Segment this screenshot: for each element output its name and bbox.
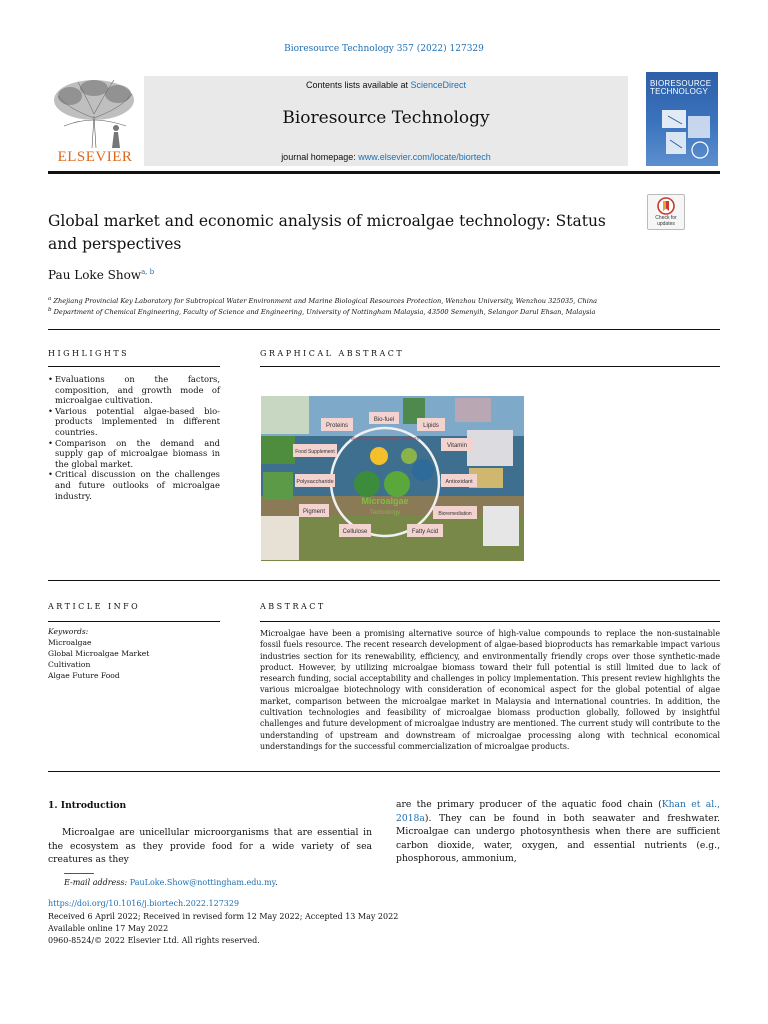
- elsevier-wordmark: ELSEVIER: [57, 149, 133, 165]
- email-suffix: .: [275, 878, 278, 887]
- graphical-abstract-rule: [260, 366, 720, 367]
- contents-line: [144, 80, 628, 90]
- journal-masthead: [144, 76, 628, 166]
- citation-link[interactable]: Khan et al., 2018a: [396, 799, 720, 824]
- ga-label-cellulose: Cellulose: [342, 529, 368, 535]
- cover-title: [650, 80, 714, 96]
- keywords-label: Keywords:: [48, 627, 89, 636]
- intro-right-text-end: ). They can be found in both seawater and freshwater. Microalgae can undergo photosynthesis when there are sufficient carbon dioxide, water, oxygen, and essential nutrients (e.g., phosphorous, ammonium,: [396, 812, 720, 864]
- article-info-heading: ARTICLE INFO: [48, 602, 141, 611]
- abstract-heading: ABSTRACT: [260, 602, 326, 611]
- homepage-prefix: journal homepage:: [281, 152, 359, 162]
- title-line-2: and perspectives: [48, 235, 182, 253]
- cover-title-line2: TECHNOLOGY: [650, 87, 709, 96]
- highlights-heading: HIGHLIGHTS: [48, 349, 130, 358]
- abstract-rule: [260, 621, 720, 622]
- check-for-updates-label: [648, 215, 684, 227]
- check-for-updates-line2: updates: [657, 221, 675, 227]
- bookmark-icon: [657, 197, 675, 215]
- title-line-1: Global market and economic analysis of microalgae technology: Status: [48, 212, 606, 230]
- ga-label-polysaccharide: Polysaccharide: [296, 479, 334, 485]
- ga-label-food-supplement: Food Supplement: [295, 449, 335, 455]
- article-title: [48, 210, 628, 256]
- check-for-updates-badge[interactable]: [647, 194, 685, 230]
- footnote-rule: [64, 873, 94, 874]
- graphical-abstract-figure: [261, 396, 524, 561]
- ga-label-fatty-acid: Fatty Acid: [411, 529, 439, 535]
- journal-cover[interactable]: [646, 72, 718, 166]
- highlight-item: • Evaluations on the factors, composition, and growth mode of microalgae cultivation.: [48, 374, 220, 406]
- article-info-rule: [48, 621, 220, 622]
- author-affil-markers[interactable]: a, b: [141, 268, 155, 276]
- affiliation-b-marker: b: [48, 307, 52, 313]
- email-line: [64, 878, 278, 889]
- ga-label-antioxidant: Antioxidant: [445, 479, 473, 485]
- ga-label-proteins: Proteins: [325, 423, 349, 429]
- keyword-item[interactable]: Algae Future Food: [48, 671, 120, 680]
- copyright: 0960-8524/© 2022 Elsevier Ltd. All rights reserved.: [48, 936, 260, 945]
- divider-middle: [48, 580, 720, 581]
- intro-left-paragraph: Microalgae are unicellular microorganisms that are essential in the ecosystem as they provide food for a wide variety of sea creatures as they: [48, 827, 372, 865]
- author-line: [48, 268, 154, 282]
- sciencedirect-link[interactable]: ScienceDirect: [410, 80, 467, 90]
- journal-title[interactable]: Bioresource Technology: [282, 108, 490, 128]
- keyword-item[interactable]: Microalgae: [48, 638, 92, 647]
- running-header[interactable]: Bioresource Technology 357 (2022) 127329: [284, 44, 484, 54]
- received-dates: Received 6 April 2022; Received in revised form 12 May 2022; Accepted 13 May 2022: [48, 912, 399, 921]
- abstract-text: Microalgae have been a promising alternative source of high-value compounds to replace the non-sustainable fossil fuels resource. The recent research development of algae-based bioproducts has remarkable impact various industries section for its renewability, efficiency, and environmentally friendly crops over those synthetic-made product. However, by utilizing microalgae biomass toward their full potential is still limited due to lack of research funding, social acceptability and challenges in policy implementation. This present review highlights the various microalgae biotechnology with consideration of economical aspect for the global potential of algae market, comparison between the microalgae market in Malaysia and international countries. In addition, the cultivation technologies and feasibility of microalgae biomass production globally, followed by insightful challenges and future development of microalgae industry are mentioned. The current study will contribute to the understanding of upstream and downstream of microalgae processing along with technical economical understandings for the successful commercialization of microalgae products.: [260, 629, 720, 751]
- masthead-rule: [48, 171, 720, 174]
- graphical-abstract-heading: GRAPHICAL ABSTRACT: [260, 349, 405, 358]
- author-name[interactable]: Pau Loke Show: [48, 268, 142, 282]
- affiliation-b: [48, 307, 720, 316]
- ga-arc-label: Biomass & Value-Added Products: [351, 436, 419, 441]
- email-label: E-mail address:: [64, 878, 130, 887]
- divider-top: [48, 329, 720, 330]
- highlight-item: • Critical discussion on the challenges and future outlooks of microalgae industry.: [48, 469, 220, 501]
- available-online: Available online 17 May 2022: [48, 924, 169, 933]
- doi-link[interactable]: https://doi.org/10.1016/j.biortech.2022.127329: [48, 899, 240, 908]
- keyword-item[interactable]: Cultivation: [48, 660, 91, 669]
- graphical-abstract-image[interactable]: [261, 396, 524, 561]
- highlights-list: [48, 374, 220, 501]
- homepage-line: [144, 152, 628, 162]
- contents-prefix: Contents lists available at: [305, 80, 411, 90]
- affiliation-b-text: Department of Chemical Engineering, Faculty of Science and Engineering, University of Nottingham Malaysia, 43500 Semenyih, Selangor Darul Ehsan, Malaysia: [51, 308, 596, 317]
- tree-icon: [48, 76, 142, 150]
- cover-graphic-icon: [660, 106, 714, 162]
- intro-right-text-start: are the primary producer of the aquatic food chain (: [396, 799, 662, 810]
- keyword-item[interactable]: Global Microalgae Market: [48, 649, 150, 658]
- ga-center-label: Microalgae: [361, 496, 409, 506]
- highlight-item: • Various potential algae-based bio-products implemented in different countries.: [48, 406, 220, 438]
- introduction-heading: 1. Introduction: [48, 800, 127, 811]
- ga-label-pigment: Pigment: [302, 509, 326, 515]
- highlights-rule: [48, 366, 220, 367]
- elsevier-logo[interactable]: [48, 76, 142, 166]
- affiliation-a: [48, 296, 720, 305]
- keywords-block: [48, 626, 248, 681]
- ga-label-biofuel: Bio-fuel: [373, 417, 395, 423]
- affiliation-a-text: Zhejiang Provincial Key Laboratory for Subtropical Water Environment and Marine Biological Resources Protection, Wenzhou University, Wenzhou 325035, China: [51, 297, 598, 306]
- divider-bottom: [48, 771, 720, 772]
- cover-title-line1: BIORESOURCE: [650, 79, 712, 88]
- ga-label-lipids: Lipids: [423, 423, 439, 429]
- ga-label-bioremediation: Bioremediation: [438, 511, 472, 517]
- email-link[interactable]: PauLoke.Show@nottingham.edu.my: [129, 878, 276, 887]
- highlight-item: • Comparison on the demand and supply gap of microalgae biomass in the global market.: [48, 438, 220, 470]
- intro-right-paragraph: [396, 798, 720, 866]
- homepage-link[interactable]: www.elsevier.com/locate/biortech: [358, 152, 491, 162]
- ga-label-vitamin: Vitamin: [447, 443, 467, 449]
- ga-center-sublabel: Technology: [369, 510, 401, 516]
- affiliation-a-marker: a: [48, 296, 52, 302]
- check-for-updates-line1: Check for: [655, 215, 677, 221]
